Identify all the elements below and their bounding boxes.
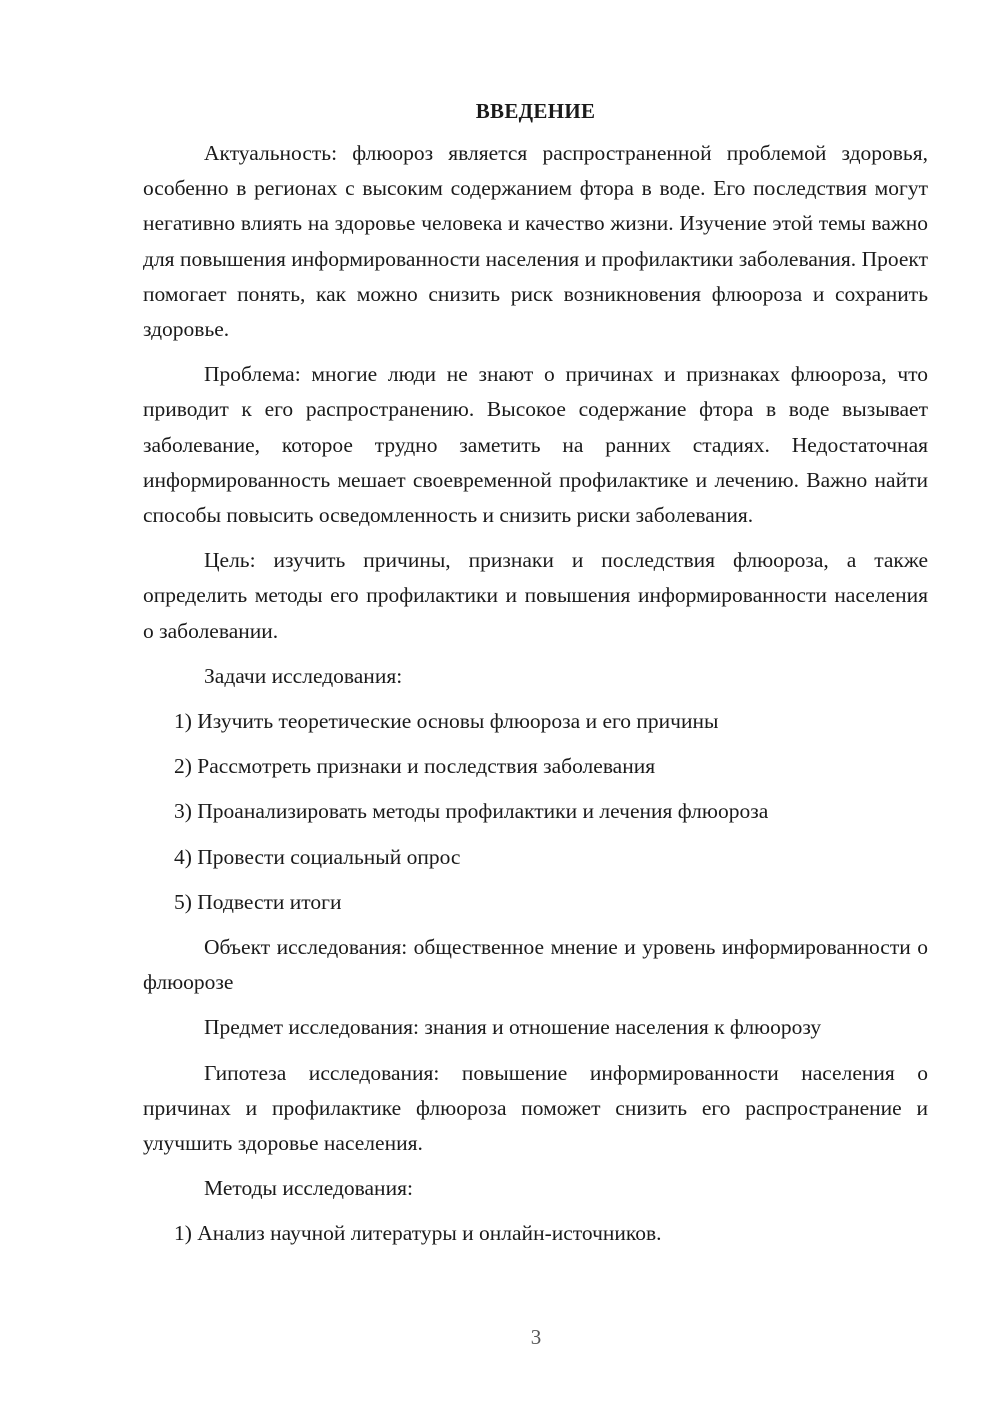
problem-paragraph: Проблема: многие люди не знают о причинах и признаках флюороза, что приводит к его распространению. Высокое содержание фтора в воде вызывает заболевание, которое трудно заметить на ранних стадиях. Недостаточная информированность мешает своевременной профилактике и лечению. Важно найти способы повысить осведомленность и снизить риски заболевания. [143,362,928,528]
task-item-1: 1) Изучить теоретические основы флюороза и его причины [174,709,719,734]
page-number: 3 [530,1325,542,1349]
method-item-1: 1) Анализ научной литературы и онлайн-источников. [174,1221,662,1246]
task-item-3: 3) Проанализировать методы профилактики и лечения флюороза [174,799,769,824]
relevance-paragraph: Актуальность: флюороз является распространенной проблемой здоровья, особенно в регионах с высоким содержанием фтора в воде. Его последствия могут негативно влиять на здоровье человека и качество жизни. Изучение этой темы важно для повышения информированности населения и профилактики заболевания. Проект помогает понять, как можно снизить риск возникновения флюороза и сохранить здоровье. [143,141,928,342]
object-paragraph: Объект исследования: общественное мнение и уровень информированности о флюорозе [143,935,928,995]
task-item-4: 4) Провести социальный опрос [174,844,461,869]
document-page [143,94,928,1252]
task-item-5: 5) Подвести итоги [174,889,342,914]
goal-paragraph: Цель: изучить причины, признаки и последствия флюороза, а также определить методы его профилактики и повышения информированности населения о заболевании. [143,548,928,643]
tasks-heading: Задачи исследования: [204,663,403,688]
hypothesis-paragraph: Гипотеза исследования: повышение информированности населения о причинах и профилактике флюороза поможет снизить его распространение и улучшить здоровье населения. [143,1060,928,1156]
methods-heading: Методы исследования: [204,1176,413,1201]
section-heading: ВВЕДЕНИЕ [475,99,596,123]
subject-paragraph: Предмет исследования: знания и отношение населения к флюорозу [204,1015,822,1040]
task-item-2: 2) Рассмотреть признаки и последствия заболевания [174,754,656,779]
